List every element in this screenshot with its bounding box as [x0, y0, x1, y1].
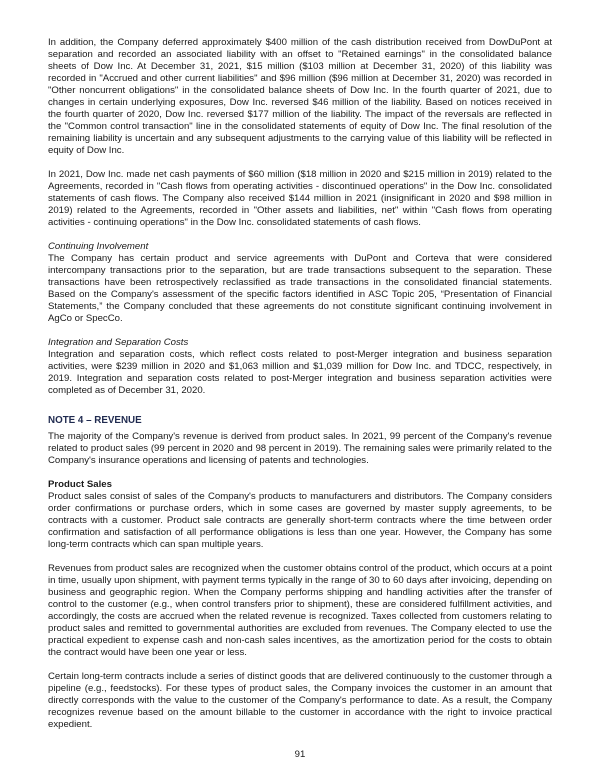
- paragraph-continuing-involvement: The Company has certain product and service agreements with DuPont and Corteva that were considered intercompany transactions prior to the separation, but are trade transactions subsequent to the separation. These transactions have been retrospectively reclassified as trade transactions in the consolidated financial statements. Based on the Company's assessment of the specific factors identified in ASC Topic 205, “Presentation of Financial Statements,” the Company concluded that these agreements do not constitute significant continuing involvement in AgCo or SpecCo.: [48, 253, 552, 324]
- paragraph-product-sales-3: Certain long-term contracts include a series of distinct goods that are delivered continuously to the customer through a pipeline (e.g., feedstocks). For these types of product sales, the Company invoices the customer in an amount that directly corresponds with the value to the customer of the Company's performance to date. As a result, the Company recognizes revenue based on the amount billable to the customer in accordance with the right to invoice practical expedient.: [48, 671, 552, 730]
- subheading-product-sales: Product Sales: [48, 479, 112, 490]
- page-number: 91: [294, 749, 306, 760]
- subheading-integration-costs: Integration and Separation Costs: [48, 337, 189, 348]
- paragraph-product-sales-2: Revenues from product sales are recognized when the customer obtains control of the product, which occurs at a point in time, usually upon shipment, with payment terms typically in the range of 30 to 60 days after invoicing, depending on business and geographic region. When the Company performs shipping and handling activities after the transfer of control to the customer (e.g., when control transfers prior to shipment), these are considered fulfillment activities, and accordingly, the costs are accrued when the related revenue is recognized. Taxes collected from customers relating to product sales and remitted to governmental authorities are excluded from revenues. The Company elected to use the practical expedient to expense cash and non-cash sales incentives, as the amortization period for the costs to obtain the contract would have been one year or less.: [48, 563, 552, 658]
- paragraph-deferred-distribution: In addition, the Company deferred approximately $400 million of the cash distribution received from DowDuPont at separation and recorded an associated liability with an offset to "Retained earnings" in the consolidated balance sheets of Dow Inc. At December 31, 2021, $15 million ($103 million at December 31, 2020) of this liability was recorded in "Accrued and other current liabilities" and $96 million ($96 million at December 31, 2020) was recorded in "Other noncurrent obligations" in the consolidated balance sheets of Dow Inc. In the fourth quarter of 2021, due to changes in certain underlying exposures, Dow Inc. reversed $46 million of the liability. Based on notices received in the fourth quarter of 2020, Dow Inc. reversed $177 million of the liability. The impact of the reversals are reflected in the "Common control transaction" line in the consolidated statements of equity of Dow Inc. The final resolution of the remaining liability is uncertain and any subsequent adjustments to the carrying value of this liability will be reflected in equity of Dow Inc.: [48, 37, 552, 156]
- paragraph-integration-costs: Integration and separation costs, which reflect costs related to post-Merger integration and business separation activities, were $239 million in 2020 and $1,063 million and $1,039 million for Dow Inc. and TDCC, respectively, in 2019. Integration and separation costs related to post-Merger integration and business separation activities were completed as of December 31, 2020.: [48, 349, 552, 396]
- paragraph-revenue-intro: The majority of the Company's revenue is derived from product sales. In 2021, 99 percent of the Company's revenue related to product sales (99 percent in 2020 and 98 percent in 2019). The remaining sales were primarily related to the Company's insurance operations and licensing of patents and technologies.: [48, 431, 552, 466]
- note-4-heading: NOTE 4 – REVENUE: [48, 415, 142, 426]
- paragraph-product-sales-1: Product sales consist of sales of the Company's products to manufacturers and distributors. The Company considers order confirmations or purchase orders, which in some cases are governed by master supply agreements, to be contracts with a customer. Product sale contracts are generally short-term contracts where the time between order confirmation and satisfaction of all performance obligations is less than one year. However, the Company has some long-term contracts which can span multiple years.: [48, 491, 552, 550]
- subheading-continuing-involvement: Continuing Involvement: [48, 241, 149, 252]
- document-page: [48, 37, 552, 731]
- paragraph-net-cash-payments: In 2021, Dow Inc. made net cash payments of $60 million ($18 million in 2020 and $215 million in 2019) related to the Agreements, recorded in "Cash flows from operating activities - discontinued operations" in the Dow Inc. consolidated statements of cash flows. The Company also received $144 million in 2021 (insignificant in 2020 and $98 million in 2019) related to the Agreements, recorded in "Other assets and liabilities, net" within "Cash flows from operating activities - continuing operations" in the Dow Inc. consolidated statements of cash flows.: [48, 169, 552, 228]
